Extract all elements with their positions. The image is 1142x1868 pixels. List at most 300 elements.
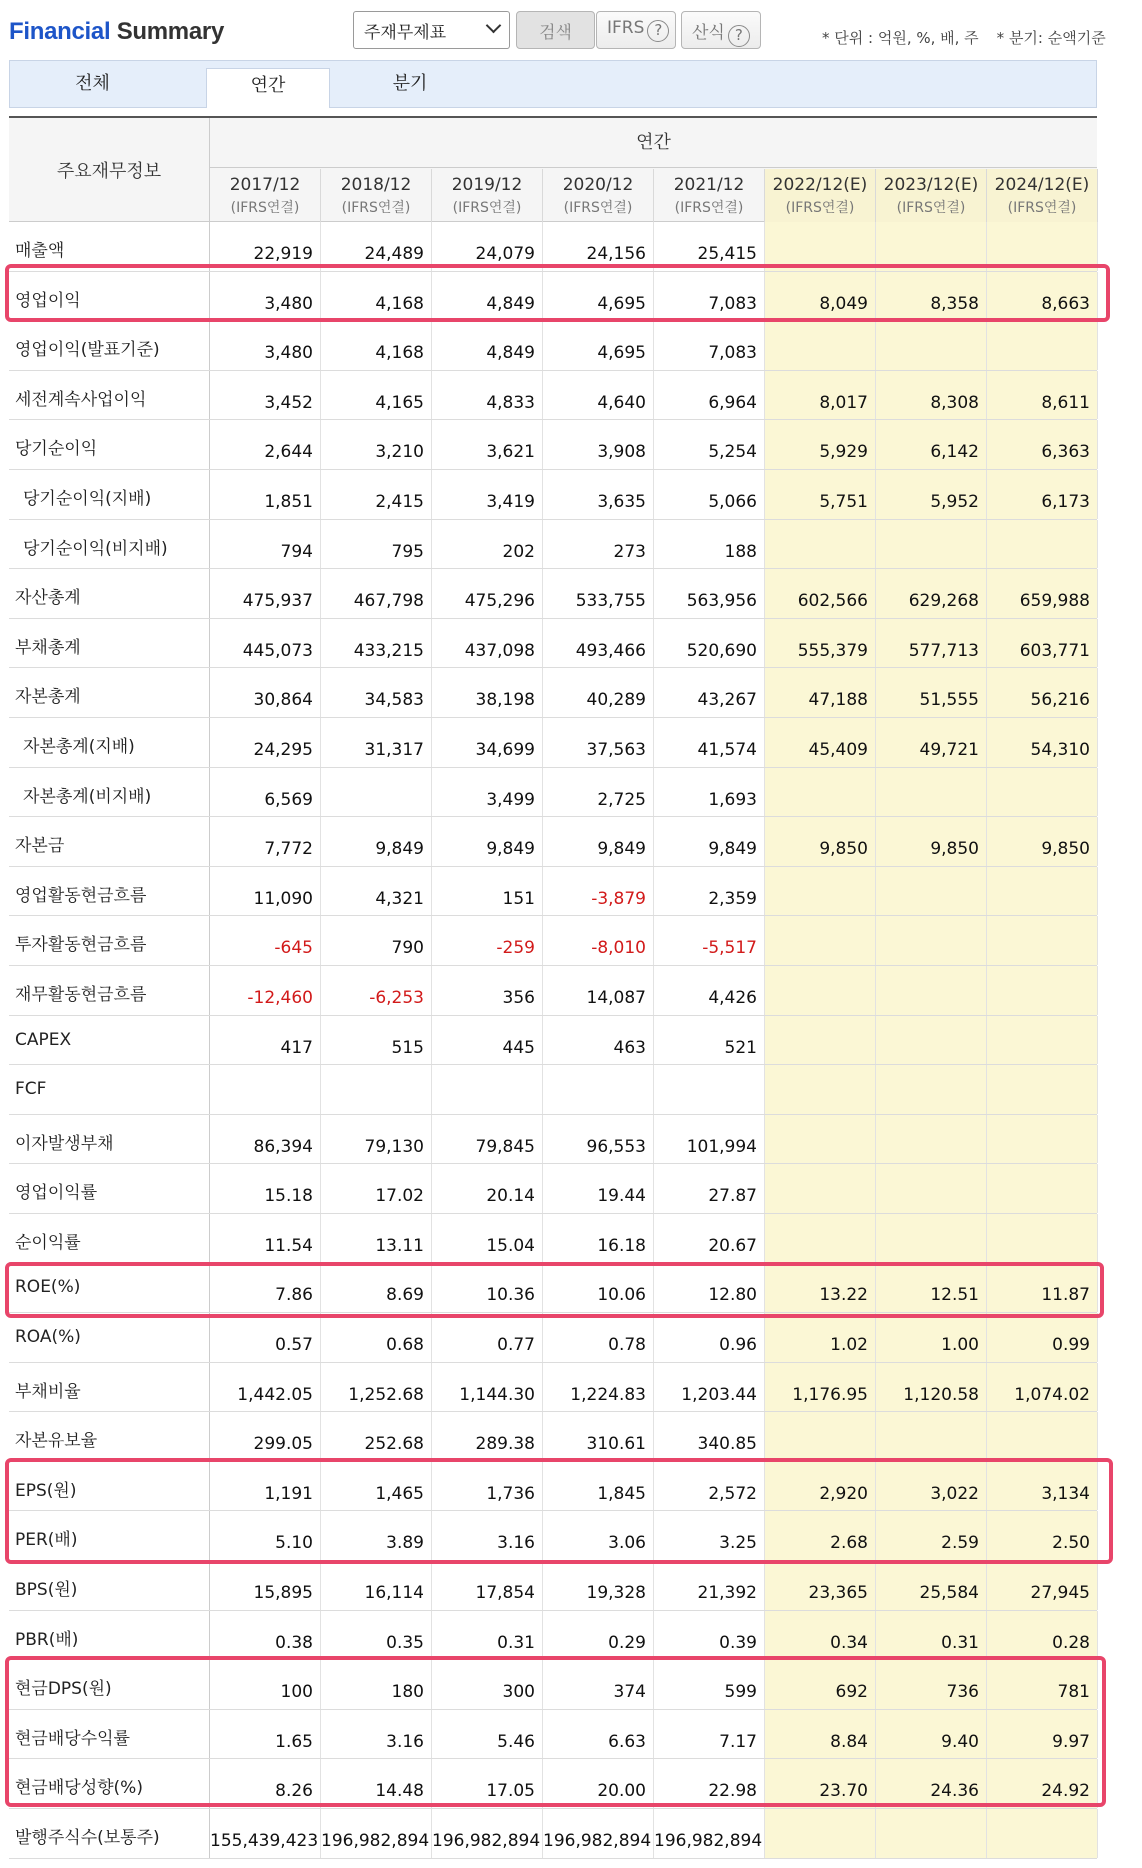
table-cell [765, 1164, 876, 1213]
table-cell: 56,216 [987, 668, 1098, 717]
table-cell: 13.11 [321, 1214, 432, 1263]
table-cell: 0.34 [765, 1611, 876, 1660]
table-cell: 1,144.30 [432, 1363, 543, 1412]
table-cell [765, 867, 876, 916]
table-cell: 0.28 [987, 1611, 1098, 1660]
basis-label: (IFRS연결) [452, 200, 522, 216]
table-row [9, 1313, 1097, 1363]
table-cell [987, 1809, 1098, 1858]
quarter-basis-text: * 분기: 순액기준 [996, 29, 1106, 47]
table-cell [432, 1065, 543, 1114]
table-cell: 0.35 [321, 1611, 432, 1660]
table-cell: 4,168 [321, 272, 432, 321]
table-cell: 4,321 [321, 867, 432, 916]
table-cell: 520,690 [654, 619, 765, 668]
table-cell: 0.39 [654, 1611, 765, 1660]
row-label: 투자활동현금흐름 [9, 916, 210, 965]
unit-text: * 단위 : 억원, %, 배, 주 [822, 29, 979, 47]
table-cell: 180 [321, 1660, 432, 1709]
table-cell [876, 222, 987, 271]
table-cell: 96,553 [543, 1115, 654, 1164]
table-cell: 475,937 [210, 569, 321, 618]
table-cell [876, 1016, 987, 1065]
table-row [9, 1561, 1097, 1611]
table-cell: 1,203.44 [654, 1363, 765, 1412]
table-cell: 467,798 [321, 569, 432, 618]
table-cell: 9,849 [543, 817, 654, 866]
table-cell: 0.77 [432, 1313, 543, 1362]
table-row [9, 1263, 1097, 1313]
period-tab-bar [9, 60, 1097, 108]
table-cell: 22.98 [654, 1759, 765, 1808]
table-cell: 17.02 [321, 1164, 432, 1213]
table-cell: 19,328 [543, 1561, 654, 1610]
table-cell: 47,188 [765, 668, 876, 717]
table-row [9, 420, 1097, 470]
period-label: 2019/12 [451, 175, 523, 195]
table-cell: 781 [987, 1660, 1098, 1709]
table-cell: 4,640 [543, 371, 654, 420]
table-cell: 25,415 [654, 222, 765, 271]
page-title [9, 18, 224, 46]
table-cell: 1.65 [210, 1710, 321, 1759]
table-cell: 794 [210, 520, 321, 569]
table-cell: 6,964 [654, 371, 765, 420]
table-row [9, 1115, 1097, 1165]
table-row [9, 1511, 1097, 1561]
table-cell [876, 321, 987, 370]
table-cell [987, 520, 1098, 569]
toolbar [0, 0, 1142, 56]
table-cell: -5,517 [654, 916, 765, 965]
table-cell: 101,994 [654, 1115, 765, 1164]
period-label: 2018/12 [340, 175, 412, 195]
table-cell [765, 222, 876, 271]
table-cell: 7,083 [654, 321, 765, 370]
table-cell: 2,572 [654, 1462, 765, 1511]
table-cell: 3,499 [432, 768, 543, 817]
table-cell: 9,850 [987, 817, 1098, 866]
help-icon: ? [728, 25, 750, 47]
table-cell: 31,317 [321, 718, 432, 767]
table-row [9, 1710, 1097, 1760]
table-cell: 24,295 [210, 718, 321, 767]
table-cell: 555,379 [765, 619, 876, 668]
table-cell: 8,358 [876, 272, 987, 321]
table-cell [765, 916, 876, 965]
table-cell: 4,833 [432, 371, 543, 420]
table-cell: 8,663 [987, 272, 1098, 321]
period-label: 2022/12(E) [772, 175, 868, 195]
table-row [9, 1065, 1097, 1115]
table-cell: 6,173 [987, 470, 1098, 519]
statement-select-value: 주재무제표 [364, 23, 447, 43]
table-cell: 13.22 [765, 1263, 876, 1312]
table-cell: 5,952 [876, 470, 987, 519]
period-label: 2020/12 [562, 175, 634, 195]
table-cell [876, 1214, 987, 1263]
table-cell: 20.14 [432, 1164, 543, 1213]
table-cell [987, 1164, 1098, 1213]
table-cell: 1.00 [876, 1313, 987, 1362]
table-cell: 0.78 [543, 1313, 654, 1362]
table-cell: 3.89 [321, 1511, 432, 1560]
table-cell: 417 [210, 1016, 321, 1065]
period-column-header [765, 169, 876, 222]
row-label: 이자발생부채 [9, 1115, 210, 1164]
table-cell: 563,956 [654, 569, 765, 618]
table-cell [876, 1164, 987, 1213]
row-label: 당기순이익(지배) [9, 470, 210, 519]
table-cell [765, 520, 876, 569]
table-cell: 25,584 [876, 1561, 987, 1610]
table-cell [987, 1115, 1098, 1164]
basis-label: (IFRS연결) [563, 200, 633, 216]
table-cell: 3,210 [321, 420, 432, 469]
table-cell: -3,879 [543, 867, 654, 916]
table-cell [765, 1115, 876, 1164]
formula-button-label: 산식 [692, 23, 725, 43]
table-cell: 8.84 [765, 1710, 876, 1759]
table-cell [876, 768, 987, 817]
table-cell: 21,392 [654, 1561, 765, 1610]
table-cell: 515 [321, 1016, 432, 1065]
table-cell: 445,073 [210, 619, 321, 668]
table-cell: 2,644 [210, 420, 321, 469]
table-cell: 2,725 [543, 768, 654, 817]
row-label: 자본총계 [9, 668, 210, 717]
table-row [9, 371, 1097, 421]
table-cell: 1,252.68 [321, 1363, 432, 1412]
row-label: 현금DPS(원) [9, 1660, 210, 1709]
table-row [9, 668, 1097, 718]
table-cell: 9.40 [876, 1710, 987, 1759]
table-cell: 2.59 [876, 1511, 987, 1560]
basis-label: (IFRS연결) [785, 200, 855, 216]
table-cell: 356 [432, 966, 543, 1015]
table-cell: 20.00 [543, 1759, 654, 1808]
table-cell: 1,736 [432, 1462, 543, 1511]
table-cell: 1,176.95 [765, 1363, 876, 1412]
table-cell: 1.02 [765, 1313, 876, 1362]
table-cell: 4,168 [321, 321, 432, 370]
table-cell: 433,215 [321, 619, 432, 668]
table-cell: 11.54 [210, 1214, 321, 1263]
table-row [9, 1660, 1097, 1710]
table-cell: 30,864 [210, 668, 321, 717]
table-cell [987, 1214, 1098, 1263]
table-cell: 17.05 [432, 1759, 543, 1808]
table-cell: 692 [765, 1660, 876, 1709]
table-cell: 196,982,894 [432, 1809, 543, 1858]
table-cell: 0.57 [210, 1313, 321, 1362]
table-cell: 3,480 [210, 272, 321, 321]
period-column-header [543, 169, 654, 222]
table-cell: 40,289 [543, 668, 654, 717]
table-cell: 38,198 [432, 668, 543, 717]
table-cell: 49,721 [876, 718, 987, 767]
row-label: 자본유보율 [9, 1412, 210, 1461]
table-cell: 27,945 [987, 1561, 1098, 1610]
table-row [9, 916, 1097, 966]
row-label: 현금배당수익률 [9, 1710, 210, 1759]
table-row [9, 1016, 1097, 1066]
table-cell [876, 1115, 987, 1164]
table-row [9, 1462, 1097, 1512]
unit-note [822, 27, 1124, 48]
table-cell [876, 1412, 987, 1461]
row-label: 영업활동현금흐름 [9, 867, 210, 916]
table-cell: -645 [210, 916, 321, 965]
period-column-header [321, 169, 432, 222]
table-cell: 3.16 [432, 1511, 543, 1560]
table-cell [987, 1412, 1098, 1461]
table-cell: 9.97 [987, 1710, 1098, 1759]
table-cell [987, 222, 1098, 271]
table-cell [321, 768, 432, 817]
row-label: 영업이익률 [9, 1164, 210, 1213]
table-cell: 599 [654, 1660, 765, 1709]
table-cell: 3,908 [543, 420, 654, 469]
table-cell: 3,022 [876, 1462, 987, 1511]
table-row [9, 1611, 1097, 1661]
ifrs-button-label: IFRS [607, 18, 645, 38]
table-cell [876, 867, 987, 916]
table-cell: 4,426 [654, 966, 765, 1015]
tab-annual[interactable]: 연간 [206, 68, 330, 108]
table-cell: 8,017 [765, 371, 876, 420]
table-cell: 445 [432, 1016, 543, 1065]
table-cell: 0.96 [654, 1313, 765, 1362]
table-cell: 24.92 [987, 1759, 1098, 1808]
table-cell: 2.50 [987, 1511, 1098, 1560]
table-cell: 0.29 [543, 1611, 654, 1660]
table-row [9, 1214, 1097, 1264]
period-column-header [432, 169, 543, 222]
period-label: 2017/12 [229, 175, 301, 195]
table-cell: 22,919 [210, 222, 321, 271]
row-label: 순이익률 [9, 1214, 210, 1263]
table-cell: 6.63 [543, 1710, 654, 1759]
table-cell: 0.99 [987, 1313, 1098, 1362]
row-label: CAPEX [9, 1016, 210, 1065]
row-label: 자본총계(지배) [9, 718, 210, 767]
table-cell [765, 768, 876, 817]
period-column-header [876, 169, 987, 222]
table-cell: 577,713 [876, 619, 987, 668]
table-cell: 5,751 [765, 470, 876, 519]
table-cell: 3,419 [432, 470, 543, 519]
table-cell: 86,394 [210, 1115, 321, 1164]
table-cell: 37,563 [543, 718, 654, 767]
table-cell: 1,191 [210, 1462, 321, 1511]
table-cell: 79,845 [432, 1115, 543, 1164]
table-cell [654, 1065, 765, 1114]
row-label: 매출액 [9, 222, 210, 271]
row-label: 자본금 [9, 817, 210, 866]
table-cell: 2,359 [654, 867, 765, 916]
table-cell: 289.38 [432, 1412, 543, 1461]
table-cell: 3.06 [543, 1511, 654, 1560]
search-button[interactable]: 검색 [516, 11, 595, 49]
title-accent: Financial [9, 18, 111, 45]
table-cell: 54,310 [987, 718, 1098, 767]
table-cell: 1,851 [210, 470, 321, 519]
row-label: 자본총계(비지배) [9, 768, 210, 817]
table-cell: -259 [432, 916, 543, 965]
table-cell: 5.46 [432, 1710, 543, 1759]
annual-group-header: 연간 [210, 118, 1097, 168]
table-cell: 8.26 [210, 1759, 321, 1808]
table-cell: 4,165 [321, 371, 432, 420]
table-cell [987, 321, 1098, 370]
table-cell: 188 [654, 520, 765, 569]
table-cell: 196,982,894 [654, 1809, 765, 1858]
row-label: 세전계속사업이익 [9, 371, 210, 420]
table-cell: 34,699 [432, 718, 543, 767]
table-cell: 14.48 [321, 1759, 432, 1808]
table-cell: 3.16 [321, 1710, 432, 1759]
table-cell: 16.18 [543, 1214, 654, 1263]
row-label: 부채비율 [9, 1363, 210, 1412]
label-column-header: 주요재무정보 [9, 118, 210, 222]
table-cell: 3,635 [543, 470, 654, 519]
table-cell: 4,695 [543, 272, 654, 321]
table-cell: 45,409 [765, 718, 876, 767]
table-cell: 100 [210, 1660, 321, 1709]
ifrs-button[interactable] [596, 11, 676, 49]
table-cell: 659,988 [987, 569, 1098, 618]
table-cell: 16,114 [321, 1561, 432, 1610]
table-cell: 79,130 [321, 1115, 432, 1164]
table-cell: 12.80 [654, 1263, 765, 1312]
table-cell: 300 [432, 1660, 543, 1709]
table-cell: 790 [321, 916, 432, 965]
basis-label: (IFRS연결) [674, 200, 744, 216]
table-cell: 24,156 [543, 222, 654, 271]
row-label: PER(배) [9, 1511, 210, 1560]
table-cell: 27.87 [654, 1164, 765, 1213]
statement-select[interactable] [353, 11, 510, 49]
table-cell: 4,695 [543, 321, 654, 370]
table-row [9, 321, 1097, 371]
table-cell: 9,849 [321, 817, 432, 866]
table-cell: 2,415 [321, 470, 432, 519]
table-cell: 463 [543, 1016, 654, 1065]
table-row [9, 817, 1097, 867]
table-row [9, 272, 1097, 322]
table-cell [987, 1016, 1098, 1065]
table-cell [765, 966, 876, 1015]
table-cell: 3,621 [432, 420, 543, 469]
table-cell: 9,849 [432, 817, 543, 866]
table-cell: 533,755 [543, 569, 654, 618]
period-label: 2024/12(E) [994, 175, 1090, 195]
table-cell: 1,120.58 [876, 1363, 987, 1412]
row-label: 현금배당성향(%) [9, 1759, 210, 1808]
basis-label: (IFRS연결) [341, 200, 411, 216]
table-cell [210, 1065, 321, 1114]
table-cell [876, 916, 987, 965]
table-cell: 0.31 [876, 1611, 987, 1660]
table-cell: 10.36 [432, 1263, 543, 1312]
table-cell: 2.68 [765, 1511, 876, 1560]
formula-button[interactable] [681, 11, 761, 49]
table-cell: 4,849 [432, 321, 543, 370]
table-cell: 0.68 [321, 1313, 432, 1362]
row-label: 재무활동현금흐름 [9, 966, 210, 1015]
tab-all[interactable]: 전체 [75, 73, 110, 94]
table-cell [876, 520, 987, 569]
table-cell: 24,489 [321, 222, 432, 271]
table-cell [987, 966, 1098, 1015]
table-cell: 7,083 [654, 272, 765, 321]
table-cell: 8,611 [987, 371, 1098, 420]
table-cell: 19.44 [543, 1164, 654, 1213]
table-cell: 11,090 [210, 867, 321, 916]
table-header [9, 118, 1097, 222]
table-cell [765, 1809, 876, 1858]
table-cell: 23,365 [765, 1561, 876, 1610]
table-cell [321, 1065, 432, 1114]
table-row [9, 520, 1097, 570]
table-cell: 151 [432, 867, 543, 916]
table-cell: 4,849 [432, 272, 543, 321]
table-cell [543, 1065, 654, 1114]
table-cell: 17,854 [432, 1561, 543, 1610]
table-cell: 1,074.02 [987, 1363, 1098, 1412]
table-row [9, 222, 1097, 272]
table-cell: -8,010 [543, 916, 654, 965]
table-row [9, 867, 1097, 917]
table-row [9, 470, 1097, 520]
table-row [9, 768, 1097, 818]
table-cell: 629,268 [876, 569, 987, 618]
table-cell: 196,982,894 [543, 1809, 654, 1858]
table-cell [876, 966, 987, 1015]
table-cell: 3,134 [987, 1462, 1098, 1511]
table-cell [987, 1065, 1098, 1114]
table-cell [987, 768, 1098, 817]
table-cell: 10.06 [543, 1263, 654, 1312]
table-cell [765, 321, 876, 370]
table-cell: 9,850 [765, 817, 876, 866]
period-column-header [987, 169, 1098, 222]
table-cell [876, 1809, 987, 1858]
table-cell: 15,895 [210, 1561, 321, 1610]
table-row [9, 1164, 1097, 1214]
table-cell [765, 1214, 876, 1263]
table-cell: 8.69 [321, 1263, 432, 1312]
row-label: BPS(원) [9, 1561, 210, 1610]
table-cell: 7,772 [210, 817, 321, 866]
table-row [9, 1412, 1097, 1462]
table-cell: 24,079 [432, 222, 543, 271]
table-cell: -12,460 [210, 966, 321, 1015]
table-cell: 34,583 [321, 668, 432, 717]
tab-quarterly[interactable]: 분기 [392, 73, 428, 94]
table-cell: 0.31 [432, 1611, 543, 1660]
basis-label: (IFRS연결) [1007, 200, 1077, 216]
table-cell: 9,850 [876, 817, 987, 866]
table-cell [765, 1065, 876, 1114]
table-cell: 5,929 [765, 420, 876, 469]
table-cell: 299.05 [210, 1412, 321, 1461]
table-cell [987, 916, 1098, 965]
row-label: 발행주식수(보통주) [9, 1809, 210, 1858]
title-rest: Summary [116, 18, 224, 45]
table-cell: 5,254 [654, 420, 765, 469]
